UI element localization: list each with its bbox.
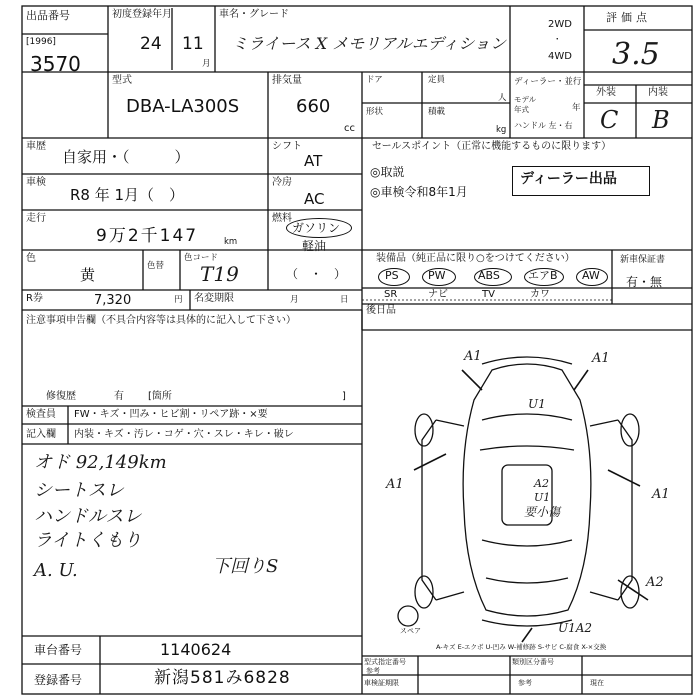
model-label: 車名・グレード (219, 9, 289, 20)
spare-label: スペア (400, 627, 421, 635)
remark-handle: ハンドルスレ (34, 506, 142, 527)
lot-label: 出品番号 (26, 9, 70, 22)
lot-year: [1996] (26, 37, 56, 47)
remark-seat: シートスレ (34, 480, 124, 501)
month-unit: 月 (290, 295, 299, 305)
remark-underbody: 下回りS (212, 556, 279, 577)
sales-label: セールスポイント（正常に機能するものに限ります） (372, 141, 612, 152)
day-unit: 日 (340, 295, 349, 305)
inspection-label: 車検 (26, 177, 46, 188)
equip-airbag: エアB (528, 269, 558, 282)
color-change-label: 色替 (147, 261, 165, 271)
sales-point-1: ◎取説 (370, 165, 405, 179)
current-label: 現在 (590, 679, 604, 687)
door-label: ドア (366, 75, 383, 85)
mileage-value: 9万2千147 (96, 226, 199, 246)
equip-pw: PW (428, 269, 446, 282)
damage-mark-rear-right: A2 (646, 575, 664, 590)
equip-leather: カワ (530, 289, 550, 300)
inspection-value: R8 年 1月（ ） (70, 186, 185, 204)
color-code-label: 色コード (184, 253, 219, 263)
damage-mark-left-side: A1 (386, 477, 404, 492)
equip-ps: PS (385, 269, 399, 282)
exterior-label: 外装 (596, 87, 616, 98)
repair-part: [箇所 (148, 391, 172, 402)
type-num-label: 型式指定番号 (364, 658, 406, 666)
reg-date-label: 初度登録年月 (112, 9, 172, 20)
handle-label: ハンドル 左・右 (514, 121, 573, 130)
capacity-unit: 人 (498, 93, 507, 103)
load-label: 積載 (428, 107, 446, 117)
car-number-value: 1140624 (160, 640, 232, 659)
writer-text: 内装・キズ・汚レ・コゲ・穴・スレ・キレ・破レ (74, 429, 294, 440)
class-num-label: 類別区分番号 (512, 658, 554, 666)
exterior-grade: C (600, 106, 619, 134)
reg-month-unit: 月 (202, 59, 211, 69)
model-year-label: モデル (514, 95, 537, 104)
writer-label: 記入欄 (26, 429, 56, 440)
reg-month: 11 (182, 34, 204, 54)
recycle-unit: 円 (174, 295, 183, 305)
car-number-label: 車台番号 (34, 643, 83, 657)
type-value: DBA-LA300S (126, 96, 240, 117)
remark-au: A. U. (34, 560, 78, 581)
type-label: 型式 (112, 75, 132, 86)
rear-item-label: 後日品 (366, 305, 396, 316)
repair-label: 修復歴 (46, 391, 76, 402)
reg-number-value: 新潟581み6828 (154, 668, 291, 688)
damage-legend: A-キズ E-エクボ U-凹み W-補修跡 S-サビ C-腐食 X-×交換 (436, 643, 607, 651)
damage-mark-right-side: A1 (652, 487, 670, 502)
reg-year: 24 (140, 34, 162, 54)
displacement-value: 660 (296, 96, 331, 117)
shift-value: AT (304, 152, 323, 170)
inspection-cert-label: 車検証期限 (364, 679, 399, 687)
equipment-label: 装備品（純正品に限り○をつけてください） (376, 253, 575, 264)
shift-label: シフト (272, 141, 302, 152)
ac-value: AC (304, 190, 325, 208)
lot-number: 3570 (30, 52, 81, 76)
shape-label: 形状 (366, 107, 384, 117)
damage-note: 要小傷 (524, 505, 561, 519)
dealer-label: ディーラー・並行 (514, 77, 582, 87)
drive-4wd: 4WD (548, 51, 572, 62)
model-year-label2: 年式 (514, 105, 529, 114)
score-label: 評価点 (606, 11, 651, 24)
damage-mark-rear: U1A2 (558, 621, 593, 635)
score-value: 3.5 (612, 37, 660, 72)
fuel-gasoline: ガソリン (292, 221, 341, 235)
fuel-label: 燃料 (272, 213, 292, 224)
damage-mark-roof: A2 (534, 477, 549, 490)
warranty-label: 新車保証書 (620, 255, 666, 265)
displacement-unit: cc (344, 123, 355, 134)
interior-grade: B (652, 106, 670, 134)
damage-mark-roof-u1: U1 (534, 491, 551, 504)
title-deadline-label: 名変期限 (194, 293, 234, 304)
equip-abs: ABS (478, 269, 500, 282)
interior-label: 内装 (648, 87, 668, 98)
capacity-label: 定員 (428, 75, 446, 85)
color-code-value: T19 (200, 262, 239, 286)
repair-close: ] (342, 391, 346, 402)
damage-mark-front-left: A1 (464, 349, 482, 364)
drive-2wd: 2WD (548, 19, 572, 30)
drive-dot: ・ (553, 35, 562, 45)
checker-text: FW・キズ・凹み・ヒビ割・リペア跡・×要 (74, 409, 268, 420)
fuel-other: （ ・ ） (286, 267, 347, 281)
warranty-value: 有・無 (626, 275, 663, 289)
fuel-diesel: 軽油 (302, 239, 327, 253)
equip-tv: TV (482, 289, 495, 300)
mileage-unit: km (224, 237, 238, 247)
model-name: ミライース X メモリアルエディション (232, 34, 507, 53)
damage-mark-front-right: A1 (592, 351, 610, 366)
sales-point-2: ◎車検令和8年1月 (370, 185, 468, 199)
remark-odometer: オド 92,149km (34, 452, 167, 473)
dealer-badge: ディーラー出品 (520, 171, 617, 187)
recycle-value: 7,320 (94, 293, 132, 308)
damage-mark-hood: U1 (528, 397, 546, 411)
mileage-label: 走行 (26, 213, 46, 224)
car-diagram (362, 330, 692, 650)
history-value: 自家用・（ ） (62, 148, 190, 166)
displacement-label: 排気量 (272, 75, 302, 86)
reference-label: 参考 (366, 667, 380, 675)
repair-value: 有 (114, 391, 124, 402)
load-unit: kg (496, 125, 507, 135)
remark-light: ライトくもり (34, 530, 142, 551)
color-label: 色 (26, 253, 36, 264)
equip-navi: ナビ (428, 289, 448, 300)
recycle-label: R券 (26, 293, 43, 304)
equip-sr: SR (384, 289, 398, 300)
mileage-ref-label: 参考 (518, 679, 532, 687)
history-label: 車歴 (26, 141, 46, 152)
equip-aw: AW (582, 269, 600, 282)
ac-label: 冷房 (272, 177, 292, 188)
notes-label: 注意事項申告欄（不具合内容等は具体的に記入して下さい） (26, 315, 296, 326)
checker-label: 検査員 (26, 409, 56, 420)
year-unit: 年 (572, 103, 581, 113)
color-value: 黄 (80, 266, 96, 284)
reg-number-label: 登録番号 (34, 673, 83, 687)
